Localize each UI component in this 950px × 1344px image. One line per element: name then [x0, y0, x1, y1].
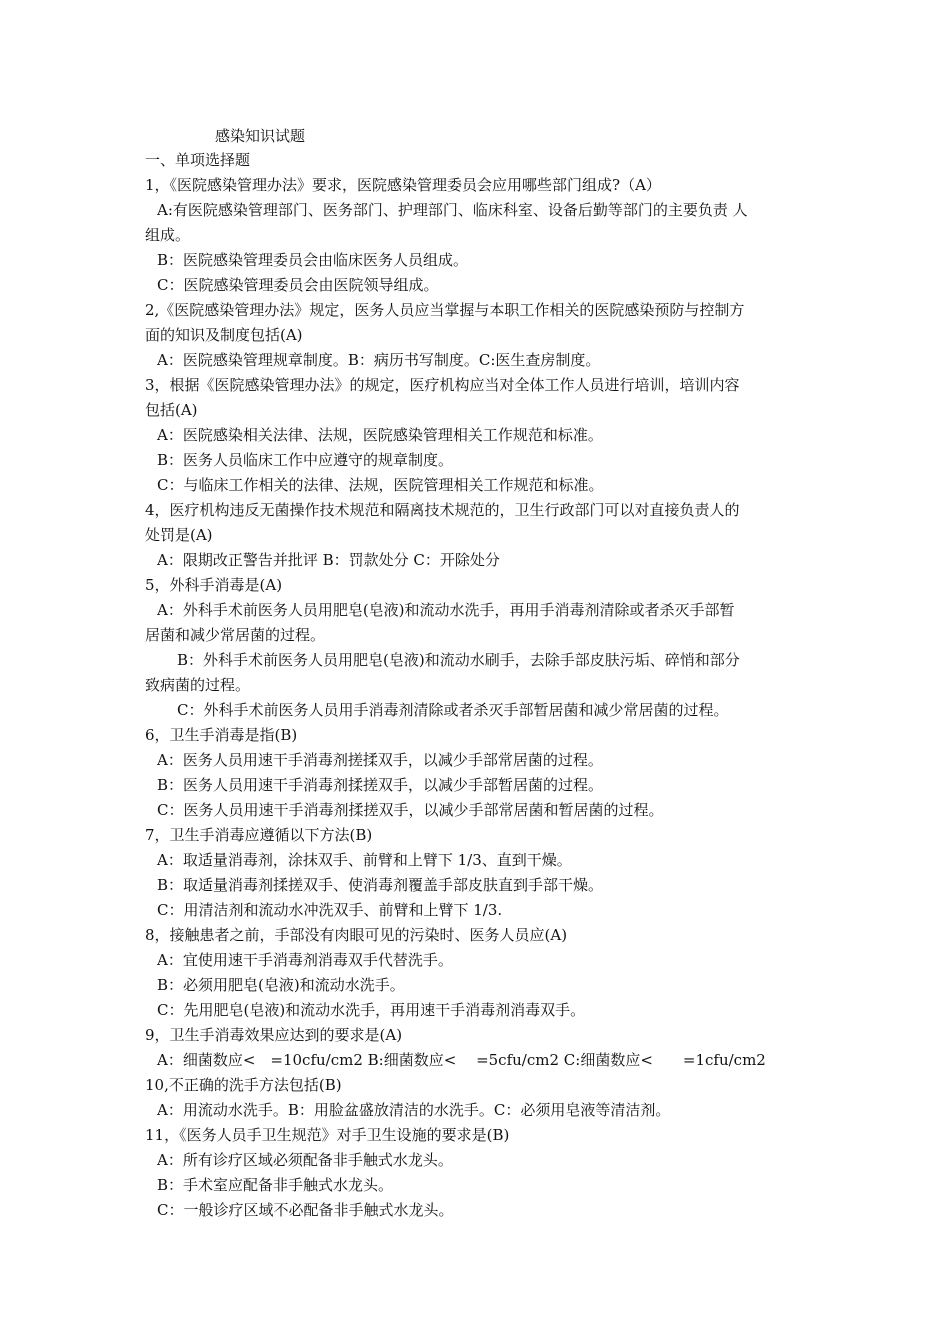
question-10: 10,不正确的洗手方法包括(B) — [145, 1076, 342, 1094]
question-2-cont: 面的知识及制度包括(A) — [145, 326, 303, 344]
question-3-option-b: B：医务人员临床工作中应遵守的规章制度。 — [157, 451, 454, 469]
question-1-option-c: C：医院感染管理委员会由医院领导组成。 — [157, 276, 439, 294]
question-5: 5，外科手消毒是(A) — [145, 576, 283, 594]
question-5-option-b-cont: 致病菌的过程。 — [145, 676, 251, 694]
question-6-option-b: B：医务人员用速干手消毒剂揉搓双手，以减少手部暂居菌的过程。 — [157, 776, 604, 794]
question-1-option-a-cont: 组成。 — [145, 226, 191, 244]
question-8-option-a: A：宜使用速干手消毒剂消毒双手代替洗手。 — [157, 951, 453, 969]
question-11-option-c: C：一般诊疗区域不必配备非手触式水龙头。 — [157, 1201, 454, 1219]
question-9: 9，卫生手消毒效果应达到的要求是(A) — [145, 1026, 403, 1044]
question-5-option-c: C：外科手术前医务人员用手消毒剂清除或者杀灭手部暂居菌和减少常居菌的过程。 — [177, 701, 729, 719]
question-6: 6，卫生手消毒是指(B) — [145, 726, 298, 744]
question-4: 4，医疗机构违反无菌操作技术规范和隔离技术规范的，卫生行政部门可以对直接负责人的 — [145, 501, 740, 519]
question-1: 1，《医院感染管理办法》要求，医院感染管理委员会应用哪些部门组成?（A） — [145, 176, 661, 194]
question-11-option-b: B：手术室应配备非手触式水龙头。 — [157, 1176, 394, 1194]
question-11-option-a: A：所有诊疗区域必须配备非手触式水龙头。 — [157, 1151, 453, 1169]
question-8-option-b: B：必须用肥皂(皂液)和流动水洗手。 — [157, 976, 405, 994]
question-10-options: A：用流动水洗手。B：用脸盆盛放清洁的水洗手。C：必须用皂液等清洁剂。 — [157, 1101, 671, 1119]
question-9-options: A：细菌数应< =10cfu/cm2 B:细菌数应< =5cfu/cm2 C:细菌数应< =1cfu/cm2 — [157, 1051, 766, 1069]
question-7-option-b: B：取适量消毒剂揉搓双手、使消毒剂覆盖手部皮肤直到手部干燥。 — [157, 876, 604, 894]
question-7-option-c: C：用清洁剂和流动水冲洗双手、前臂和上臂下 1/3. — [157, 901, 503, 919]
document-body — [145, 148, 810, 1223]
section-heading: 一、单项选择题 — [145, 151, 251, 169]
question-8: 8，接触患者之前，手部没有肉眼可见的污染时、医务人员应(A) — [145, 926, 568, 944]
question-4-options: A：限期改正警告并批评 B：罚款处分 C：开除处分 — [157, 551, 500, 569]
question-5-option-b: B：外科手术前医务人员用肥皂(皂液)和流动水刷手，去除手部皮肤污垢、碎悄和部分 — [177, 651, 740, 669]
question-8-option-c: C：先用肥皂(皂液)和流动水洗手，再用速干手消毒剂消毒双手。 — [157, 1001, 586, 1019]
question-6-option-c: C：医务人员用速干手消毒剂揉搓双手，以减少手部常居菌和暂居菌的过程。 — [157, 801, 664, 819]
question-3-cont: 包括(A) — [145, 401, 198, 419]
question-2-options: A：医院感染管理规章制度。B：病历书写制度。C:医生查房制度。 — [157, 351, 601, 369]
question-1-option-a: A:有医院感染管理部门、医务部门、护理部门、临床科室、设备后勤等部门的主要负责 人 — [157, 201, 748, 219]
question-7: 7，卫生手消毒应遵循以下方法(B) — [145, 826, 373, 844]
question-11: 11，《医务人员手卫生规范》对手卫生设施的要求是(B) — [145, 1126, 510, 1144]
question-3-option-a: A：医院感染相关法律、法规，医院感染管理相关工作规范和标准。 — [157, 426, 603, 444]
question-6-option-a: A：医务人员用速干手消毒剂搓揉双手，以减少手部常居菌的过程。 — [157, 751, 603, 769]
question-5-option-a: A：外科手术前医务人员用肥皂(皂液)和流动水洗手，再用手消毒剂清除或者杀灭手部暂 — [157, 601, 735, 619]
question-3-option-c: C：与临床工作相关的法律、法规，医院管理相关工作规范和标准。 — [157, 476, 604, 494]
question-2: 2,《医院感染管理办法》规定，医务人员应当掌握与本职工作相关的医院感染预防与控制方 — [145, 301, 745, 319]
question-3: 3，根据《医院感染管理办法》的规定，医疗机构应当对全体工作人员进行培训，培训内容 — [145, 376, 740, 394]
question-4-cont: 处罚是(A) — [145, 526, 213, 544]
question-1-option-b: B：医院感染管理委员会由临床医务人员组成。 — [157, 251, 469, 269]
document-title: 感染知识试题 — [215, 127, 306, 145]
question-7-option-a: A：取适量消毒剂，涂抹双手、前臂和上臂下 1/3、直到干燥。 — [157, 851, 572, 869]
question-5-option-a-cont: 居菌和减少常居菌的过程。 — [145, 626, 326, 644]
